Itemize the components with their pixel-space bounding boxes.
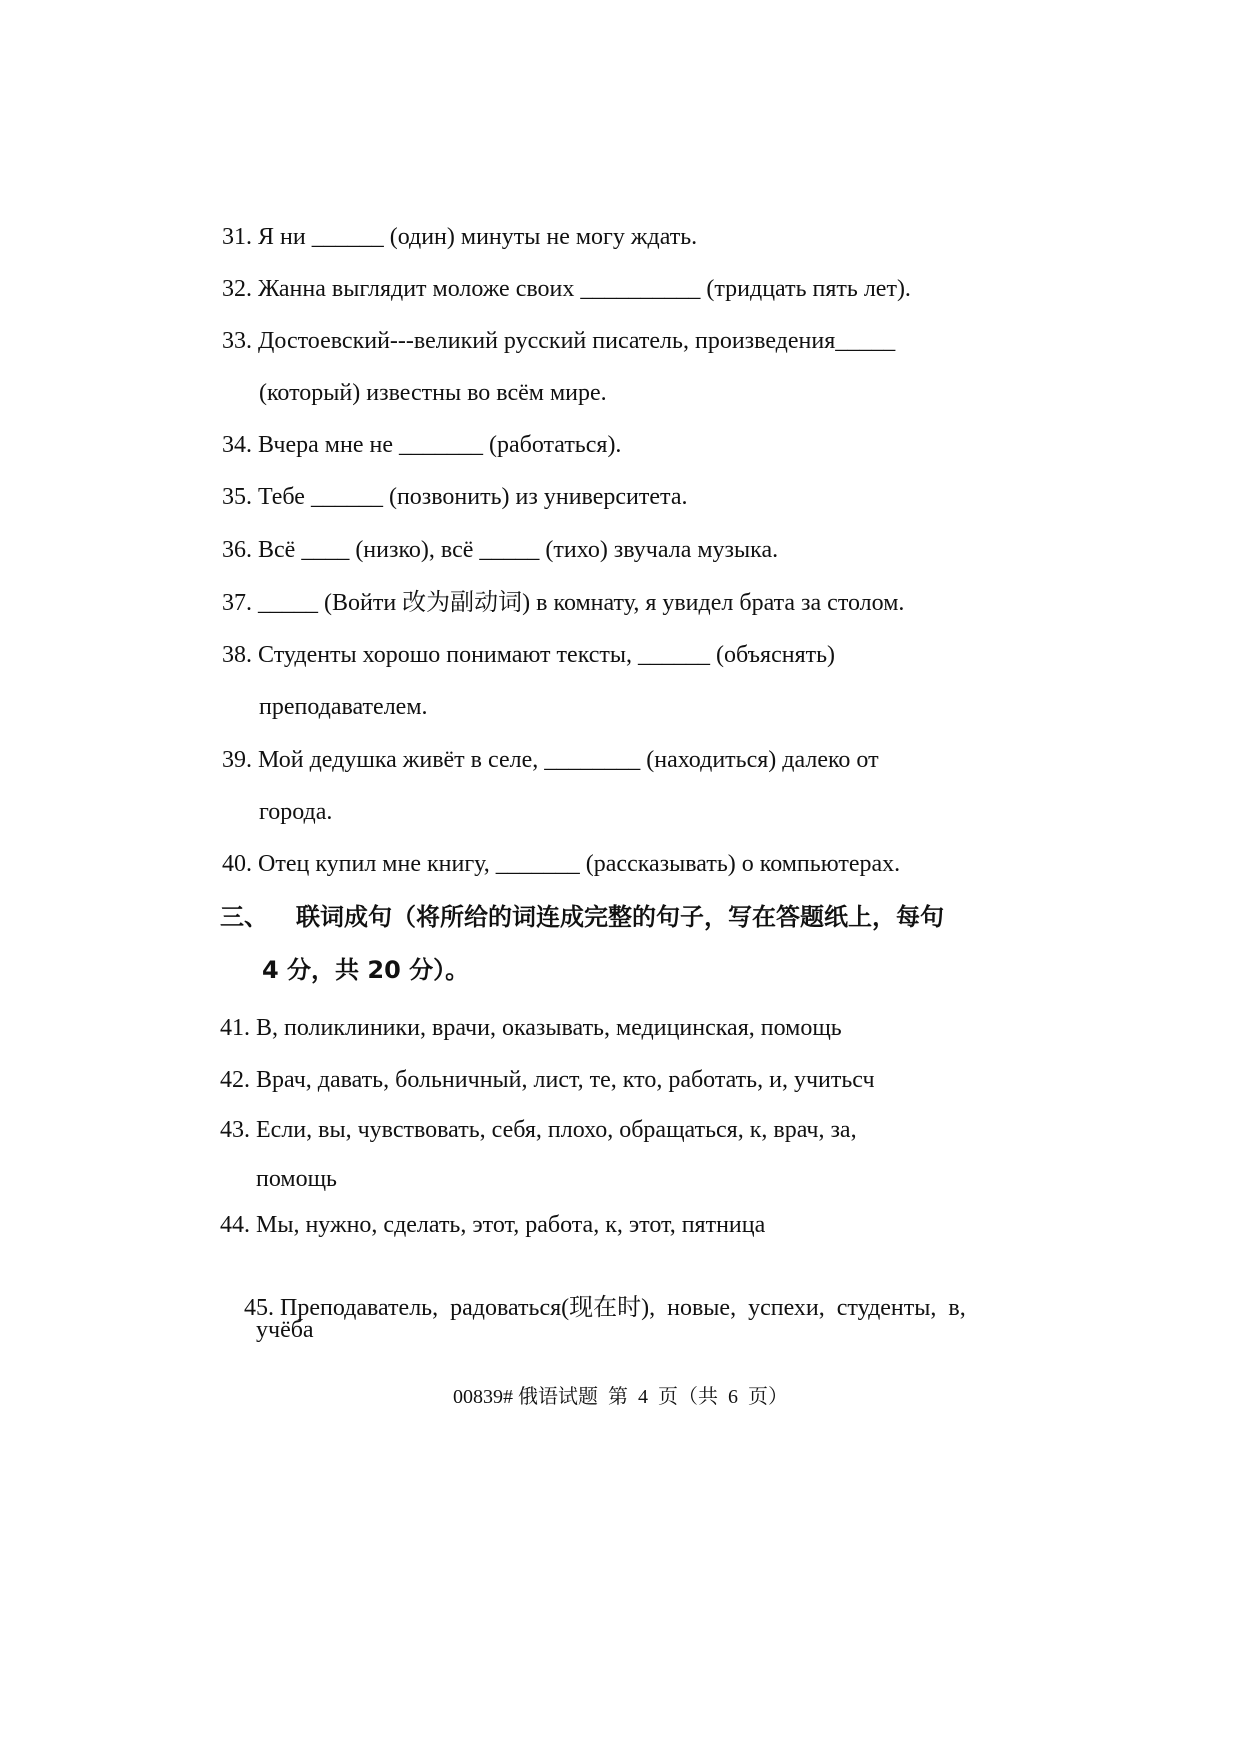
question-text: Жанна выглядит моложе своих __________ (тридцать пять лет).	[258, 276, 911, 302]
question-text: учёба	[256, 1317, 314, 1343]
section-three-heading	[220, 902, 944, 932]
question-43	[220, 1115, 857, 1145]
question-34	[222, 430, 621, 460]
question-45	[220, 1263, 966, 1353]
question-text: помощь	[256, 1166, 337, 1192]
section-title: 联词成句（将所给的词连成完整的句子，写在答题纸上，每句	[296, 903, 944, 931]
section-number: 三、	[220, 903, 268, 931]
question-45-continuation	[256, 1315, 314, 1345]
question-text: Врач, давать, больничный, лист, те, кто, работать, и, учитьсч	[256, 1067, 875, 1093]
question-text: (который) известны во всём мире.	[259, 380, 607, 406]
question-38	[222, 640, 835, 670]
question-text: города.	[259, 799, 333, 825]
question-number: 35.	[222, 484, 252, 510]
question-42	[220, 1065, 875, 1095]
question-number: 34.	[222, 432, 252, 458]
question-text: Мой дедушка живёт в селе, ________ (находиться) далеко от	[258, 747, 879, 773]
question-number: 41.	[220, 1015, 250, 1041]
question-number: 38.	[222, 642, 252, 668]
question-41	[220, 1013, 842, 1043]
question-number: 44.	[220, 1212, 250, 1238]
question-number: 39.	[222, 747, 252, 773]
question-text: Тебе ______ (позвонить) из университета.	[258, 484, 688, 510]
question-text: Мы, нужно, сделать, этот, работа, к, этот, пятница	[256, 1212, 766, 1238]
question-38-continuation	[259, 692, 428, 722]
question-text: _____ (Войти 改为副动词) в комнату, я увидел брата за столом.	[258, 590, 905, 616]
question-number: 36.	[222, 537, 252, 563]
section-title: 4 分，共 20 分）。	[262, 956, 470, 984]
question-33	[222, 326, 895, 356]
section-three-heading-continuation	[262, 955, 469, 985]
question-text: Всё ____ (низко), всё _____ (тихо) звучала музыка.	[258, 537, 779, 563]
page-footer: 00839# 俄语试题 第 4 页（共 6 页）	[453, 1386, 788, 1408]
question-text: Если, вы, чувствовать, себя, плохо, обращаться, к, врач, за,	[256, 1117, 857, 1143]
question-32	[222, 274, 911, 304]
question-text: В, поликлиники, врачи, оказывать, медицинская, помощь	[256, 1015, 842, 1041]
question-number: 33.	[222, 328, 252, 354]
question-text: Вчера мне не _______ (работаться).	[258, 432, 622, 458]
question-text: Достоевский---великий русский писатель, произведения_____	[258, 328, 896, 354]
question-44	[220, 1210, 765, 1240]
question-text: Я ни ______ (один) минуты не могу ждать.	[258, 224, 698, 250]
question-number: 37.	[222, 590, 252, 616]
question-37	[222, 588, 904, 618]
question-text: Студенты хорошо понимают тексты, ______ (объяснять)	[258, 642, 836, 668]
question-number: 40.	[222, 851, 252, 877]
question-number: 32.	[222, 276, 252, 302]
question-39	[222, 745, 879, 775]
question-number: 31.	[222, 224, 252, 250]
question-number: 45.	[244, 1295, 274, 1321]
question-text: преподавателем.	[259, 694, 428, 720]
question-text: Отец купил мне книгу, _______ (рассказывать) о компьютерах.	[258, 851, 901, 877]
question-39-continuation	[259, 797, 332, 827]
question-43-continuation	[256, 1164, 337, 1194]
question-number: 42.	[220, 1067, 250, 1093]
question-31	[222, 222, 697, 252]
question-33-continuation	[259, 378, 607, 408]
question-number: 43.	[220, 1117, 250, 1143]
question-36	[222, 535, 778, 565]
question-text: Преподаватель, радоваться(现在时), новые, успехи, студенты, в,	[280, 1295, 966, 1321]
question-40	[222, 849, 900, 879]
question-35	[222, 482, 687, 512]
